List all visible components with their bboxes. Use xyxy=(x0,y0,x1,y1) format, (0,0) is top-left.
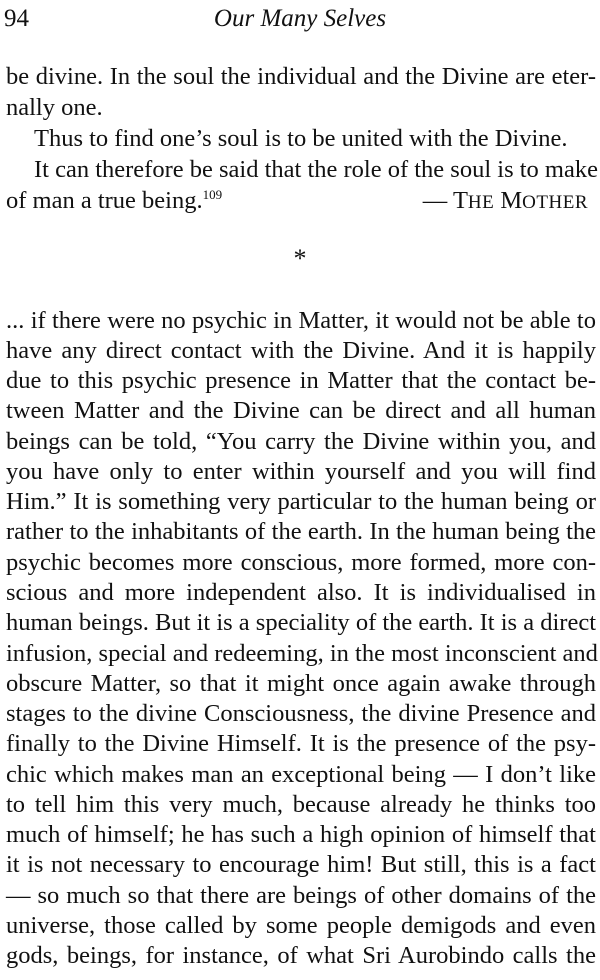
text-line: beings can be told, “You carry the Divine within you, and xyxy=(6,428,596,455)
text-line: nally one. xyxy=(6,94,103,121)
text-line: stages to the divine Consciousness, the divine Presence and xyxy=(6,700,596,727)
attribution-dash: — T xyxy=(422,187,468,214)
text-line: you have only to enter within yourself and you will find xyxy=(6,458,596,485)
text-line: rather to the inhabitants of the earth. In the human being the xyxy=(6,518,596,545)
text-line: tween Matter and the Divine can be direct and all human xyxy=(6,397,596,424)
text-line: obscure Matter, so that it might once again awake through xyxy=(6,670,596,697)
text-line: it is not necessary to encourage him! But still, this is a fact xyxy=(6,851,596,878)
text-line: finally to the Divine Himself. It is the presence of the psy- xyxy=(6,730,596,757)
text-line: to tell him this very much, because already he thinks too xyxy=(6,791,596,818)
text-line: ... if there were no psychic in Matter, it would not be able to xyxy=(6,307,596,334)
text-line: It can therefore be said that the role of the soul is to make xyxy=(34,156,598,183)
text-line-with-attribution xyxy=(6,186,596,216)
text-line: gods, beings, for instance, of what Sri Aurobindo calls the xyxy=(6,942,596,969)
page-header xyxy=(0,4,600,38)
text-line: scious and more independent also. It is individualised in xyxy=(6,579,596,606)
text-line: Him.” It is something very particular to the human being or xyxy=(6,488,596,515)
text-line: human beings. But it is a speciality of the earth. It is a direct xyxy=(6,609,596,636)
attribution-small-caps: HE xyxy=(467,192,495,213)
text-line: have any direct contact with the Divine. And it is happily xyxy=(6,337,596,364)
text-line: infusion, special and redeeming, in the most inconscient and xyxy=(6,640,598,667)
running-title: Our Many Selves xyxy=(213,5,387,32)
text-line: Thus to find one’s soul is to be united with the Divine. xyxy=(34,125,568,152)
attribution xyxy=(423,186,588,218)
page-number: 94 xyxy=(4,5,29,32)
text-line: universe, those called by some people demigods and even xyxy=(6,912,596,939)
text-line: much of himself; he has such a high opinion of himself that xyxy=(6,821,596,848)
text-line: — so much so that there are beings of other domains of the xyxy=(6,882,596,909)
text-line: of man a true being. xyxy=(6,187,203,214)
text-line: be divine. In the soul the individual and the Divine are eter- xyxy=(6,63,596,90)
footnote-reference: 109 xyxy=(202,187,223,202)
text-line: psychic becomes more conscious, more formed, more con- xyxy=(6,549,596,576)
attribution-initial: M xyxy=(494,187,523,214)
text-line: due to this psychic presence in Matter that the contact be- xyxy=(6,367,596,394)
attribution-small-caps: OTHER xyxy=(522,192,588,213)
text-line: chic which makes man an exceptional being — I don’t like xyxy=(6,761,596,788)
section-separator: * xyxy=(293,244,307,273)
